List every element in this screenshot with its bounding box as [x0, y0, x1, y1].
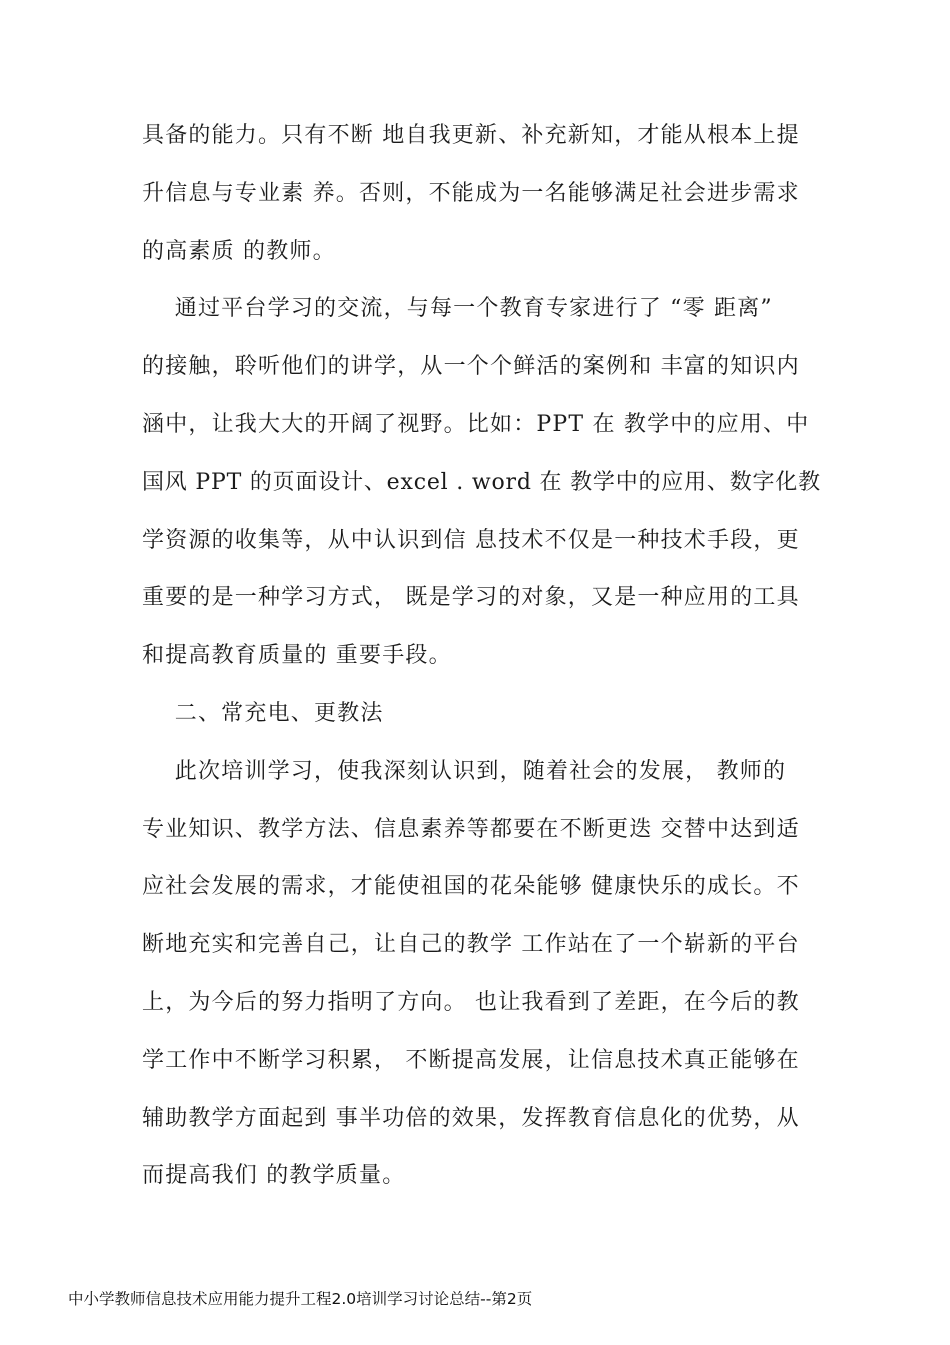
text-line: 学资源的收集等，从中认识到信 息技术不仅是一种技术手段，更: [142, 527, 800, 553]
text-line: 国风 PPT 的页面设计、excel . word 在 教学中的应用、数字化教: [142, 469, 821, 495]
text-line: 具备的能力。只有不断 地自我更新、补充新知，才能从根本上提: [142, 123, 800, 148]
text-line: 和提高教育质量的 重要手段。: [142, 643, 452, 669]
document-body: [142, 112, 822, 1210]
text-line: 而提高我们 的教学质量。: [142, 1163, 406, 1189]
text-line: 断地充实和完善自己，让自己的教学 工作站在了一个崭新的平台: [142, 932, 800, 958]
paragraph-start-line: 通过平台学习的交流，与每一个教育专家进行了 “零 距离”: [142, 296, 773, 322]
section-heading: 二、常充电、更教法: [142, 700, 384, 726]
text-line: 学工作中不断学习积累， 不断提高发展，让信息技术真正能够在: [142, 1047, 800, 1073]
paragraph-start-line: 此次培训学习，使我深刻认识到，随着社会的发展， 教师的: [142, 758, 787, 784]
text-line: 的高素质 的教师。: [142, 238, 336, 264]
text-line: 重要的是一种学习方式， 既是学习的对象，又是一种应用的工具: [142, 585, 800, 611]
text-line: 专业知识、教学方法、信息素养等都要在不断更迭 交替中达到适: [142, 816, 800, 842]
text-line: 上，为今后的努力指明了方向。 也让我看到了差距，在今后的教: [142, 989, 800, 1015]
text-line: 升信息与专业素 养。否则，不能成为一名能够满足社会进步需求: [142, 180, 800, 206]
text-line: 应社会发展的需求，才能使祖国的花朵能够 健康快乐的成长。不: [142, 874, 800, 900]
page-footer: 中小学教师信息技术应用能力提升工程2.0培训学习讨论总结--第2页: [68, 1290, 533, 1308]
text-line: 辅助教学方面起到 事半功倍的效果，发挥教育信息化的优势，从: [142, 1105, 800, 1131]
text-line: 的接触，聆听他们的讲学，从一个个鲜活的案例和 丰富的知识内: [142, 354, 800, 380]
text-line: 涵中，让我大大的开阔了视野。比如：PPT 在 教学中的应用、中: [142, 411, 810, 437]
